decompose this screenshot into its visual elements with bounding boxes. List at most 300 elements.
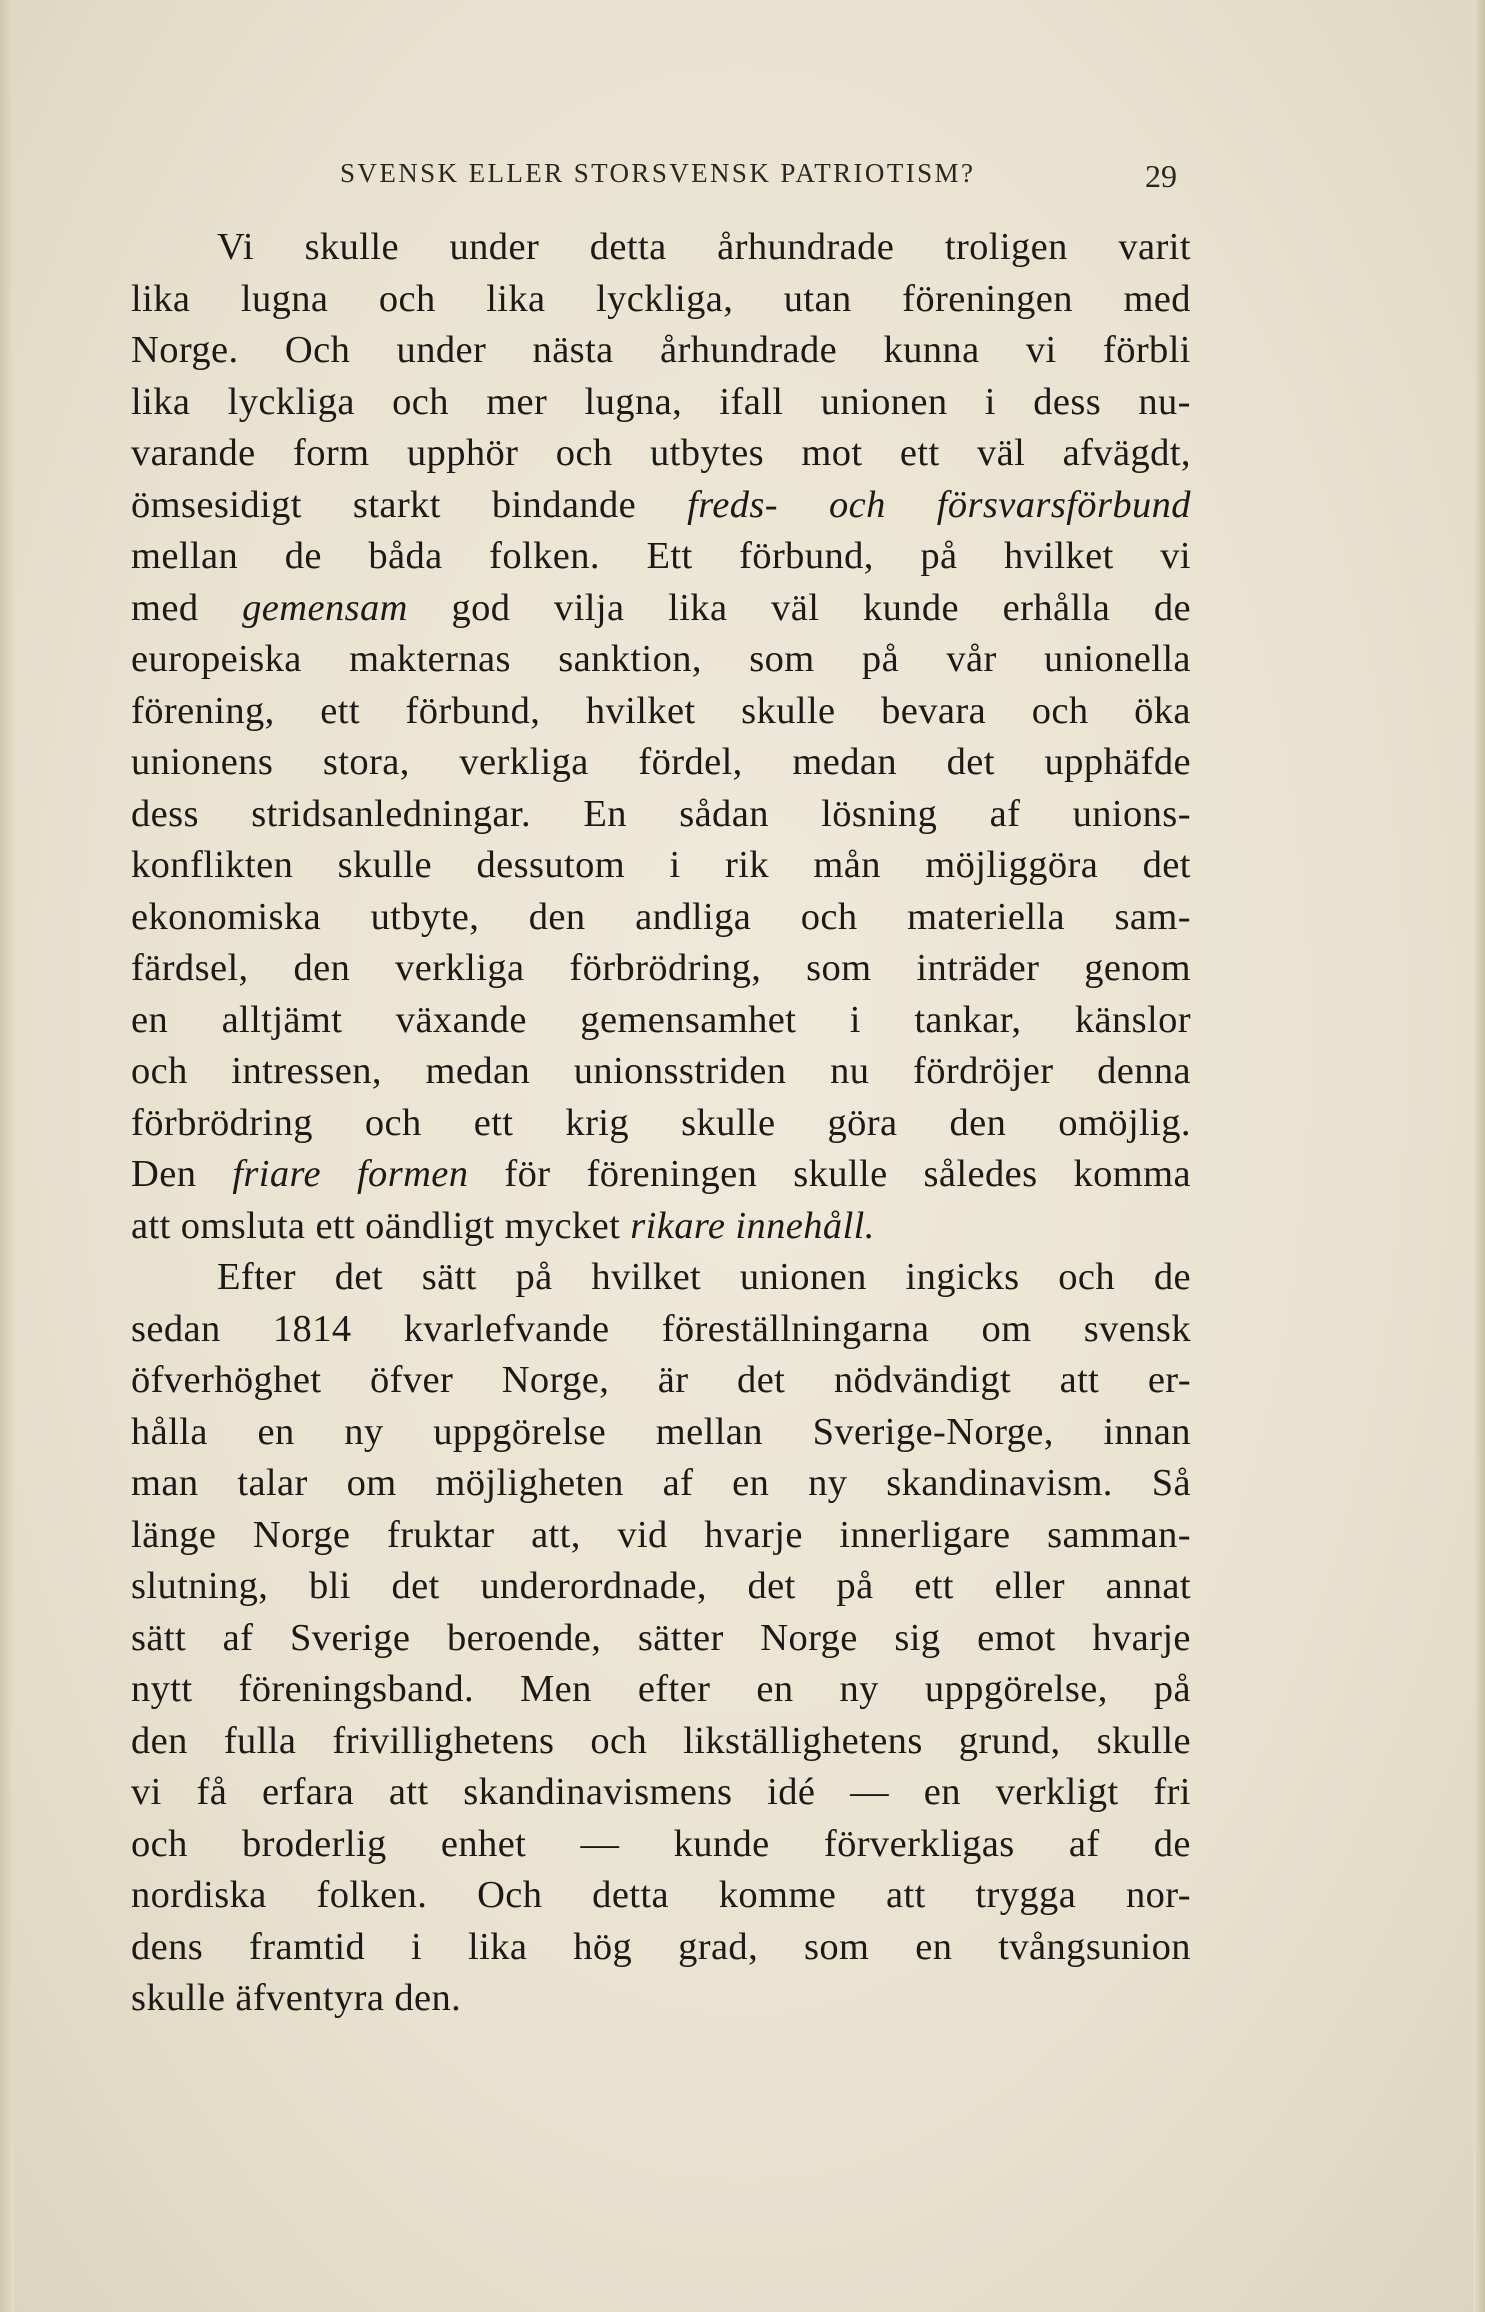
word: att (885, 1874, 926, 1916)
word: länge (131, 1513, 217, 1556)
word: kvarlefvande (403, 1307, 610, 1350)
word: det (1142, 844, 1191, 886)
text-run: skulle äfventyra den. (131, 1977, 462, 2019)
text-line (131, 686, 1191, 738)
word: och (364, 1101, 422, 1144)
word: förening, (131, 689, 275, 732)
word: Ett (646, 535, 693, 577)
word: det (391, 1565, 440, 1607)
word: skulle (741, 689, 836, 732)
word: af (989, 792, 1021, 835)
word: och (131, 1050, 188, 1092)
word: tankar, (914, 998, 1022, 1041)
word: den (949, 1101, 1007, 1144)
word: Så (1151, 1462, 1191, 1504)
word: bindande (491, 483, 637, 526)
word: en (131, 998, 169, 1041)
word: möjligheten (435, 1462, 624, 1504)
word: färdsel, (131, 947, 249, 989)
word: de (284, 535, 322, 577)
word: ingicks (905, 1256, 1020, 1298)
word: skulle (304, 226, 399, 268)
page-number: 29 (1145, 158, 1177, 194)
word: form (293, 432, 370, 474)
word: beroende, (446, 1616, 602, 1659)
word: skulle (681, 1101, 776, 1144)
word: uppgörelse (433, 1410, 607, 1453)
text-line (131, 583, 1191, 635)
word: unionen (739, 1256, 867, 1298)
word: materiella (907, 895, 1065, 938)
word: och (1058, 1256, 1116, 1298)
word: nytt (131, 1668, 193, 1710)
word: i (411, 1925, 423, 1968)
word: förbund, (405, 689, 541, 732)
word: makternas (349, 638, 511, 680)
word: och (392, 380, 449, 423)
word: fruktar (386, 1513, 495, 1556)
word: Sverige (289, 1616, 411, 1659)
word: — (580, 1822, 620, 1865)
word: emot (977, 1616, 1056, 1659)
text-line (131, 1252, 1191, 1304)
word: mellan (131, 535, 239, 577)
word: skandinavism. (886, 1462, 1113, 1504)
text-line (131, 1046, 1191, 1098)
word: lika (668, 586, 728, 629)
word: afvägdt, (1062, 432, 1191, 474)
word: intressen, (231, 1050, 382, 1092)
word: komme (718, 1874, 837, 1916)
word: lugna, (584, 380, 683, 423)
text-line (131, 737, 1191, 789)
word: slutning, (131, 1565, 269, 1607)
word: lugna (240, 277, 329, 320)
text-line (131, 428, 1191, 480)
text-line (131, 1613, 1191, 1665)
word: utbytes (650, 432, 765, 474)
word: europeiska (131, 638, 302, 680)
text-line (131, 1149, 1191, 1201)
word: detta (589, 226, 667, 268)
text-line (131, 995, 1191, 1047)
word: det (946, 741, 995, 783)
italic-word: formen (356, 1153, 469, 1195)
word: det (747, 1565, 796, 1607)
page-right-edge (1473, 0, 1485, 2312)
word: lika (468, 1925, 528, 1968)
word: lika (131, 277, 191, 320)
text-line (131, 1304, 1191, 1356)
word: den (528, 895, 586, 938)
word: vår (946, 638, 997, 680)
word: lika (131, 380, 191, 423)
word: på (1153, 1668, 1191, 1710)
word: förbrödring (131, 1101, 313, 1144)
word: frivillighetens (332, 1719, 555, 1762)
word: Och (477, 1874, 543, 1916)
word: och (378, 277, 436, 320)
word: som (806, 947, 872, 989)
word: lyckliga (227, 380, 355, 423)
word: föreställningarna (661, 1307, 930, 1350)
word: talar (237, 1462, 308, 1504)
word: med (131, 586, 199, 629)
text-line (131, 325, 1191, 377)
word: dens (131, 1925, 204, 1968)
body-text (131, 222, 1191, 2025)
word: de (1153, 1822, 1191, 1865)
word: vid (617, 1513, 668, 1556)
text-line (131, 1767, 1191, 1819)
word: verkliga (395, 947, 525, 989)
text-line (131, 1355, 1191, 1407)
word: mån (813, 844, 881, 886)
word: efter (637, 1668, 711, 1710)
word: under (396, 329, 487, 371)
paragraph (131, 1252, 1191, 2025)
text-line (131, 1098, 1191, 1150)
word: stora, (322, 741, 410, 783)
word: unionens (131, 741, 274, 783)
text-line (131, 634, 1191, 686)
word: ett (320, 689, 360, 732)
word: ifall (719, 380, 784, 423)
word: skandinavismens (463, 1771, 733, 1813)
word: att, (531, 1513, 581, 1556)
word: dess (1033, 380, 1102, 423)
text-line (131, 222, 1191, 274)
word: på (515, 1256, 553, 1298)
word: er- (1147, 1359, 1191, 1401)
word: nästa (532, 329, 614, 371)
word: och (590, 1719, 648, 1762)
word: sig (894, 1616, 941, 1659)
word: uppgörelse, (924, 1668, 1108, 1710)
word: sätter (637, 1616, 724, 1659)
text-line (131, 1458, 1191, 1510)
word: fri (1153, 1771, 1191, 1813)
word: unions- (1072, 792, 1191, 835)
text-line (131, 943, 1191, 995)
word: förbund, (739, 535, 874, 577)
word: af (662, 1462, 694, 1504)
word: som (749, 638, 815, 680)
word: erfara (261, 1771, 355, 1813)
text-line (131, 1973, 1191, 2025)
word: öfverhöghet (131, 1359, 322, 1401)
word: väl (771, 586, 820, 629)
word: Norge. (131, 329, 239, 371)
italic-word: friare (232, 1153, 321, 1195)
word: verkliga (459, 741, 589, 783)
running-header: SVENSK ELLER STORSVENSK PATRIOTISM? (340, 158, 976, 188)
word: hvilket (591, 1256, 702, 1298)
word: få (196, 1771, 228, 1813)
word: Vi (217, 226, 254, 268)
word: eller (994, 1565, 1065, 1607)
word: genom (1084, 947, 1191, 989)
word: hvilket (1003, 535, 1114, 577)
italic-word: freds- (687, 483, 778, 526)
word: krig (565, 1101, 630, 1144)
text-run: att omsluta ett oändligt mycket (131, 1204, 631, 1247)
text-line (131, 1922, 1191, 1974)
word: den (131, 1719, 188, 1762)
word: svensk (1083, 1307, 1191, 1350)
word: nordiska (131, 1874, 267, 1916)
word: och (131, 1822, 188, 1865)
text-line (131, 1664, 1191, 1716)
word: Norge (252, 1513, 351, 1556)
word: vi (131, 1771, 162, 1813)
word: tvångsunion (998, 1925, 1191, 1968)
word: troligen (944, 226, 1068, 268)
word: förbli (1102, 329, 1191, 371)
word: omöjlig. (1058, 1101, 1191, 1144)
word: ekonomiska (131, 895, 322, 938)
word: göra (827, 1101, 898, 1144)
word: förverkligas (823, 1822, 1015, 1865)
word: nu- (1138, 380, 1191, 423)
word: grund, (958, 1719, 1061, 1762)
word: folken. (316, 1874, 428, 1916)
word: skulle (1096, 1719, 1191, 1762)
text-line (131, 1870, 1191, 1922)
word: lösning (821, 792, 938, 835)
word: mellan (655, 1410, 763, 1453)
text-line (131, 531, 1191, 583)
word: fördröjer (913, 1050, 1054, 1092)
word: medan (792, 741, 897, 783)
word: rik (725, 844, 769, 886)
word: hvilket (585, 689, 696, 732)
word: sedan (131, 1307, 221, 1350)
word: nor- (1125, 1874, 1191, 1916)
word: framtid (249, 1925, 366, 1968)
word: om (981, 1307, 1032, 1350)
word: starkt (352, 483, 441, 526)
word: fördel, (638, 741, 743, 783)
word: sam- (1114, 895, 1191, 938)
word: århundrade (659, 329, 838, 371)
word: hvarje (1092, 1616, 1191, 1659)
word: underordnade, (480, 1565, 707, 1607)
text-line (131, 377, 1191, 429)
word: i (849, 998, 861, 1041)
text-line (131, 1561, 1191, 1613)
word: gemensamhet (580, 998, 797, 1041)
word: Efter (217, 1256, 296, 1298)
word: bevara (881, 689, 987, 732)
word: Norge, (501, 1359, 610, 1401)
word: andliga (635, 895, 752, 938)
word: Men (520, 1668, 592, 1710)
word: ett (473, 1101, 514, 1144)
italic-word: försvarsförbund (936, 483, 1191, 526)
word: under (449, 226, 540, 268)
word: en (732, 1462, 770, 1504)
text-line (131, 892, 1191, 944)
word: Sverige-Norge, (812, 1410, 1054, 1453)
word: komma (1073, 1153, 1191, 1195)
word: i (984, 380, 996, 423)
word: att (388, 1771, 429, 1813)
word: god (451, 586, 511, 629)
word: innerligare (839, 1513, 1011, 1556)
word: skulle (793, 1153, 888, 1195)
word: kunde (862, 586, 960, 629)
text-line (131, 1716, 1191, 1768)
word: Och (284, 329, 351, 371)
word: folken. (489, 535, 600, 577)
word: ny (344, 1410, 384, 1453)
word: unionsstriden (573, 1050, 787, 1092)
word: lika (486, 277, 546, 320)
word: annat (1105, 1565, 1191, 1607)
word: är (657, 1359, 689, 1401)
word: hvarje (704, 1513, 803, 1556)
word: likställighetens (683, 1719, 923, 1762)
word: ett (914, 1565, 954, 1607)
word: med (1123, 277, 1191, 320)
word: upphör (406, 432, 519, 474)
text-line (131, 1407, 1191, 1459)
word: för (504, 1153, 551, 1195)
word: verkligt (995, 1771, 1119, 1813)
word: varande (131, 432, 256, 474)
word: och (800, 895, 858, 938)
word: på (836, 1565, 874, 1607)
word: vi (1025, 329, 1057, 371)
word: mot (801, 432, 863, 474)
text-line (131, 274, 1191, 326)
word: samman- (1047, 1513, 1191, 1556)
word: Norge (760, 1616, 858, 1659)
italic-word: gemensam (242, 586, 408, 629)
word: sådan (679, 792, 769, 835)
word: föreningsband. (238, 1668, 474, 1710)
word: föreningen (902, 277, 1073, 320)
word: alltjämt (221, 998, 343, 1041)
word: innan (1103, 1410, 1191, 1453)
word: om (346, 1462, 397, 1504)
word: trygga (975, 1874, 1077, 1916)
word: — (850, 1771, 890, 1813)
word: utbyte, (370, 895, 480, 938)
word: lyckliga, (596, 277, 734, 320)
word: upphäfde (1044, 741, 1191, 783)
word: En (583, 792, 627, 835)
text-line (131, 1201, 1191, 1253)
word: skulle (337, 844, 433, 886)
word: unionen (820, 380, 948, 423)
word: konflikten (131, 844, 294, 886)
word: varit (1118, 226, 1191, 268)
word: det (334, 1256, 383, 1298)
word: sanktion, (558, 638, 702, 680)
word: möjliggöra (925, 844, 1099, 886)
word: förbrödring, (569, 947, 762, 989)
word: och (1031, 689, 1089, 732)
word: vi (1160, 535, 1191, 577)
word: och (555, 432, 613, 474)
word: ett (899, 432, 940, 474)
word: dess (131, 792, 199, 835)
word: känslor (1074, 998, 1191, 1041)
word: bli (308, 1565, 351, 1607)
word: ny (839, 1668, 879, 1710)
word: de (1153, 1256, 1191, 1298)
word: hålla (131, 1410, 208, 1453)
word: utan (783, 277, 852, 320)
italic-word: och (828, 483, 886, 526)
word: man (131, 1462, 199, 1504)
word: växande (395, 998, 527, 1041)
word: sätt (421, 1256, 477, 1298)
word: en (257, 1410, 295, 1453)
word: ömsesidigt (131, 483, 302, 526)
word: således (923, 1153, 1038, 1195)
text-line (131, 840, 1191, 892)
word: broderlig (241, 1822, 387, 1865)
word: öfver (369, 1359, 454, 1401)
word: enhet (440, 1822, 527, 1865)
word: Den (131, 1153, 197, 1195)
word: århundrade (717, 226, 895, 268)
word: på (861, 638, 900, 680)
word: nu (830, 1050, 870, 1092)
word: sätt (131, 1616, 187, 1659)
text-line (131, 1510, 1191, 1562)
word: föreningen (586, 1153, 758, 1195)
word: i (669, 844, 681, 886)
text-line (131, 480, 1191, 532)
word: stridsanledningar. (251, 792, 532, 835)
word: af (1068, 1822, 1100, 1865)
word: väl (977, 432, 1026, 474)
italic-phrase: rikare innehåll. (630, 1204, 875, 1247)
word: erhålla (1002, 586, 1111, 629)
word: den (293, 947, 351, 989)
word: dessutom (476, 844, 626, 886)
text-line (131, 1819, 1191, 1871)
page-left-edge (0, 0, 14, 2312)
word: hög (573, 1925, 633, 1968)
word: vilja (554, 586, 625, 629)
paragraph (131, 222, 1191, 1252)
word: inträder (916, 947, 1040, 989)
word: öka (1134, 689, 1191, 732)
word: denna (1097, 1050, 1191, 1092)
word: unionella (1044, 638, 1191, 680)
word: idé (767, 1771, 816, 1813)
word: som (804, 1925, 870, 1968)
word: af (222, 1616, 254, 1659)
word: medan (425, 1050, 531, 1092)
word: kunde (673, 1822, 770, 1865)
word: mer (486, 380, 548, 423)
word: att (1059, 1359, 1100, 1401)
word: fulla (223, 1719, 297, 1762)
word: på (920, 535, 958, 577)
word: nödvändigt (833, 1359, 1012, 1401)
word: en (915, 1925, 953, 1968)
word: de (1153, 586, 1191, 629)
word: grad, (678, 1925, 759, 1968)
word: en (923, 1771, 961, 1813)
word: båda (368, 535, 443, 577)
